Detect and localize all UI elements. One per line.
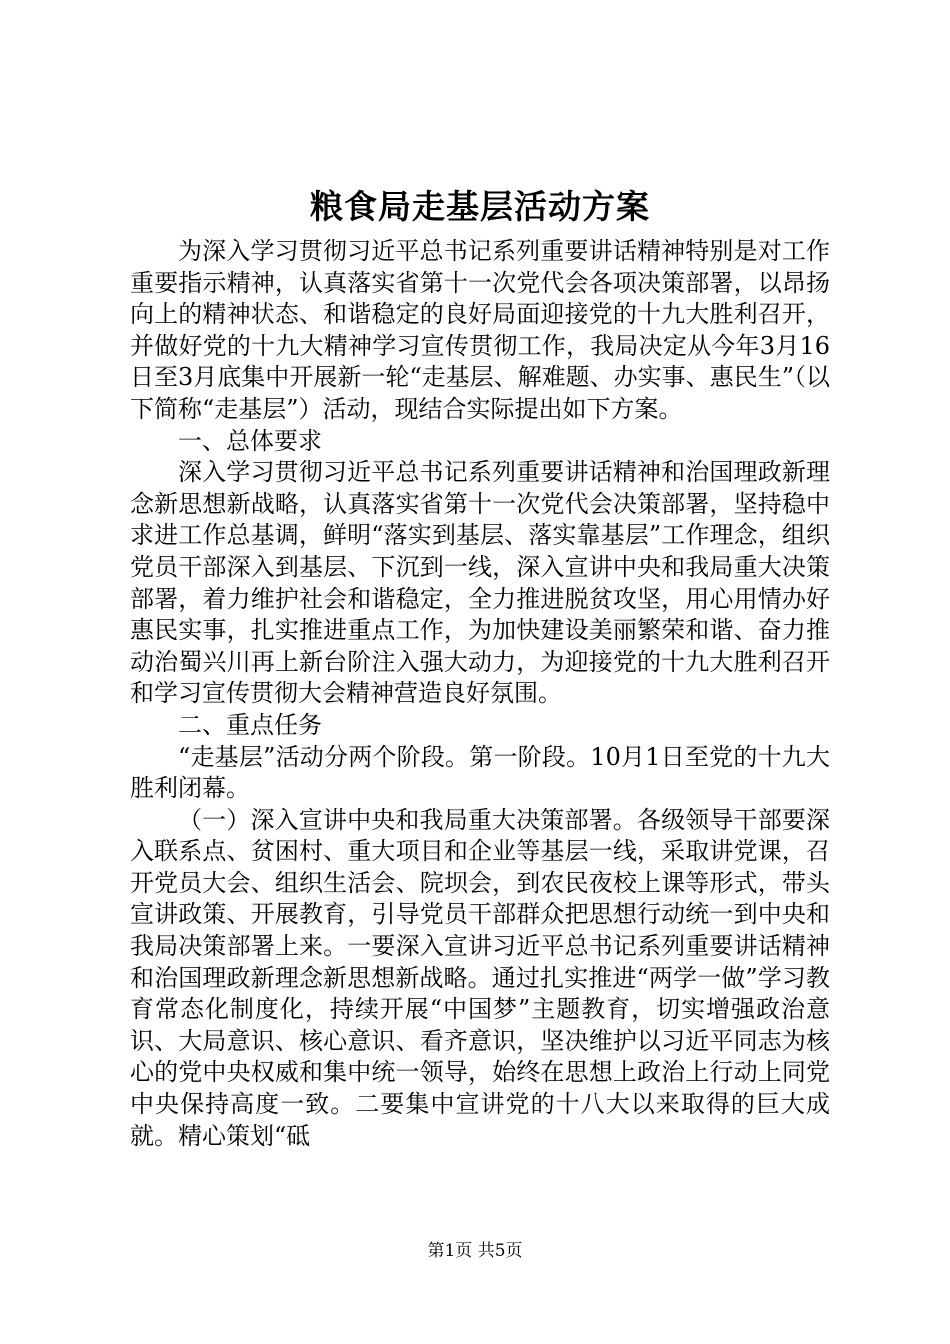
intro-paragraph: 为深入学习贯彻习近平总书记系列重要讲话精神特别是对工作重要指示精神，认真落实省第十一次党代会各项决策部署，以昂扬向上的精神状态、和谐稳定的良好局面迎接党的十九大胜利召开，并做好党的十九大精神学习宣传贯彻工作，我局决定从今年3月16日至3月底集中开展新一轮“走基层、解难题、办实事、惠民生”（以下简称“走基层”）活动，现结合实际提出如下方案。 — [130, 237, 830, 423]
document-body — [130, 236, 830, 1152]
task-one-paragraph: （一）深入宣讲中央和我局重大决策部署。各级领导干部要深入联系点、贫困村、重大项目和企业等基层一线，采取讲党课，召开党员大会、组织生活会、院坝会，到农民夜校上课等形式，带头宣讲政策、开展教育，引导党员干部群众把思想行动统一到中央和我局决策部署上来。一要深入宣讲习近平总书记系列重要讲话精神和治国理政新理念新思想新战略。通过扎实推进“两学一做”学习教育常态化制度化，持续开展“中国梦”主题教育，切实增强政治意识、大局意识、核心意识、看齐意识，坚决维护以习近平同志为核心的党中央权威和集中统一领导，始终在思想上政治上行动上同党中央保持高度一致。二要集中宣讲党的十八大以来取得的巨大成就。精心策划“砥 — [130, 805, 830, 1150]
general-requirements-paragraph: 深入学习贯彻习近平总书记系列重要讲话精神和治国理政新理念新思想新战略，认真落实省第十一次党代会决策部署，坚持稳中求进工作总基调，鲜明“落实到基层、落实靠基层”工作理念，组织党员干部深入到基层、下沉到一线，深入宣讲中央和我局重大决策部署，着力维护社会和谐稳定，全力推进脱贫攻坚，用心用情办好惠民实事，扎实推进重点工作，为加快建设美丽繁荣和谐、奋力推动治蜀兴川再上新台阶注入强大动力，为迎接党的十九大胜利召开和学习宣传贯彻大会精神营造良好氛围。 — [130, 458, 830, 708]
section-heading-general-requirements: 一、总体要求 — [178, 426, 322, 455]
section-heading-key-tasks: 二、重点任务 — [178, 710, 322, 739]
stages-paragraph: “走基层”活动分两个阶段。第一阶段。10月1日至党的十九大胜利闭幕。 — [130, 742, 830, 803]
page-number-footer: 第1页 共5页 — [427, 1241, 523, 1261]
document-title: 粮食局走基层活动方案 — [310, 187, 650, 226]
